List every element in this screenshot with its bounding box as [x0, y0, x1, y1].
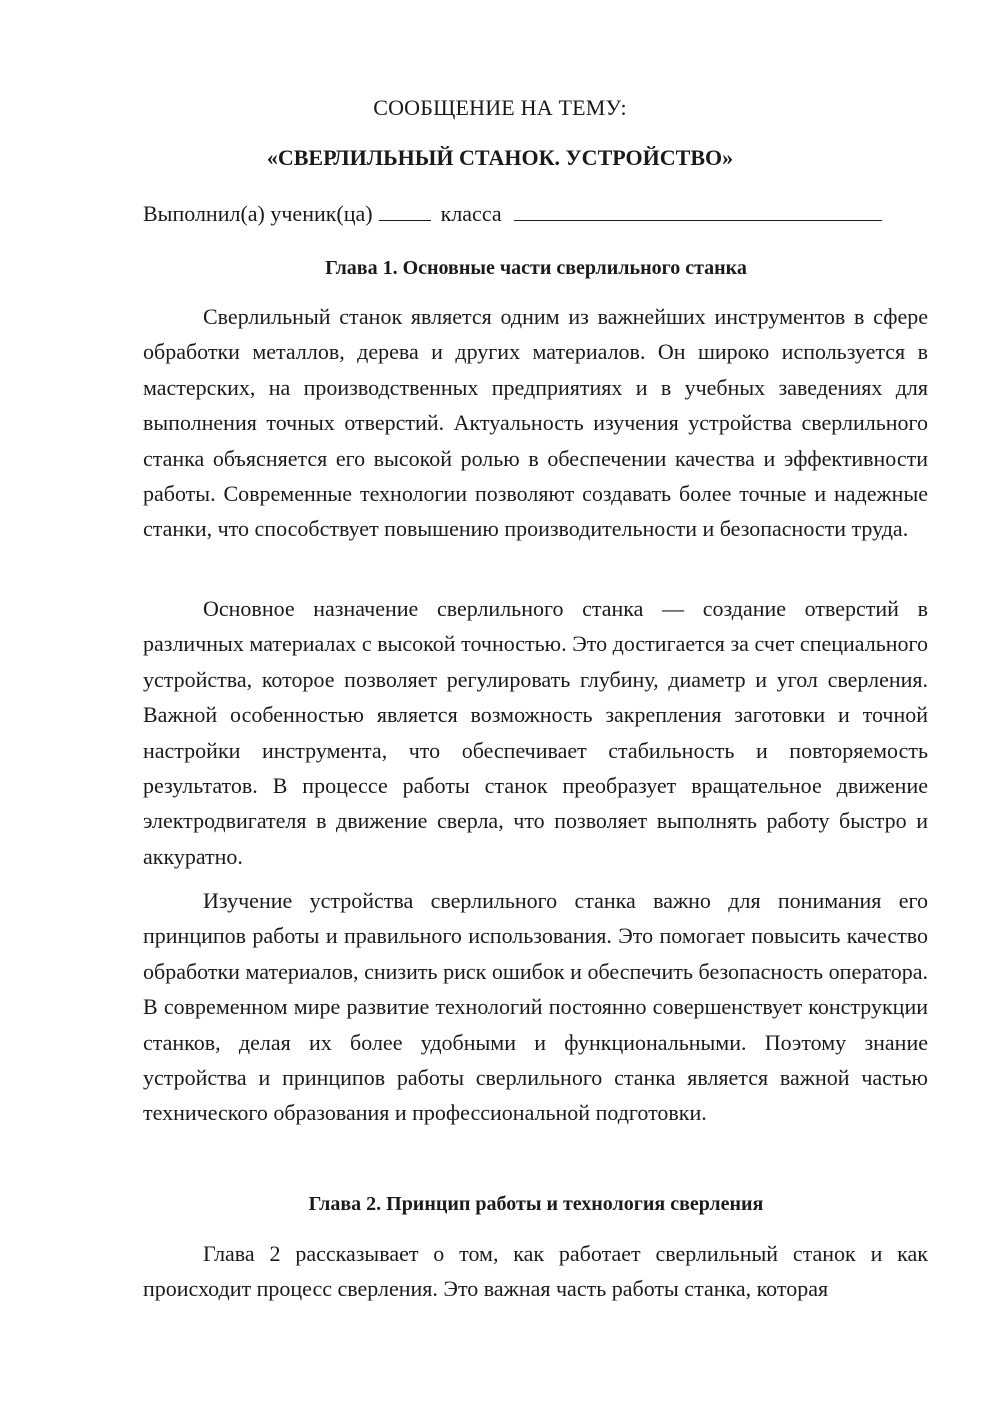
author-line	[143, 194, 933, 232]
author-name-blank	[514, 194, 882, 221]
chapter1-heading: Глава 1. Основные части сверлильного станка	[325, 257, 747, 279]
author-class-label: класса	[440, 201, 502, 226]
chapter2-heading: Глава 2. Принцип работы и технология сверления	[308, 1193, 764, 1215]
paragraph: Глава 2 рассказывает о том, как работает сверлильный станок и как происходит процесс сверления. Это важная часть работы станка, которая	[143, 1241, 928, 1302]
author-prefix: Выполнил(а) ученик(ца)	[143, 201, 373, 226]
paragraph: Сверлильный станок является одним из важнейших инструментов в сфере обработки металлов, дерева и других материалов. Он широко используется в мастерских, на производственных предприятиях и в учебных заведениях для выполнения точных отверстий. Актуальность изучения устройства сверлильного станка объясняется его высокой ролью в обеспечении качества и эффективности работы. Современные технологии позволяют создавать более точные и надежные станки, что способствует повышению производительности и безопасности труда.	[143, 304, 928, 542]
paragraph: Основное назначение сверлильного станка — создание отверстий в различных материалах с высокой точностью. Это достигается за счет специального устройства, которое позволяет регулировать глубину, диаметр и угол сверления. Важной особенностью является возможность закрепления заготовки и точной настройки инструмента, что обеспечивает стабильность и повторяемость результатов. В процессе работы станок преобразует вращательное движение электродвигателя в движение сверла, что позволяет выполнять работу быстро и аккуратно.	[143, 596, 928, 869]
document-title-line2: «СВЕРЛИЛЬНЫЙ СТАНОК. УСТРОЙСТВО»	[266, 145, 734, 170]
class-number-blank	[379, 194, 431, 221]
document-title-line1: СООБЩЕНИЕ НА ТЕМУ:	[373, 95, 627, 120]
paragraph: Изучение устройства сверлильного станка важно для понимания его принципов работы и правильного использования. Это помогает повысить качество обработки материалов, снизить риск ошибок и обеспечить безопасность оператора. В современном мире развитие технологий постоянно совершенствует конструкции станков, делая их более удобными и функциональными. Поэтому знание устройства и принципов работы сверлильного станка является важной частью технического образования и профессиональной подготовки.	[143, 888, 928, 1126]
